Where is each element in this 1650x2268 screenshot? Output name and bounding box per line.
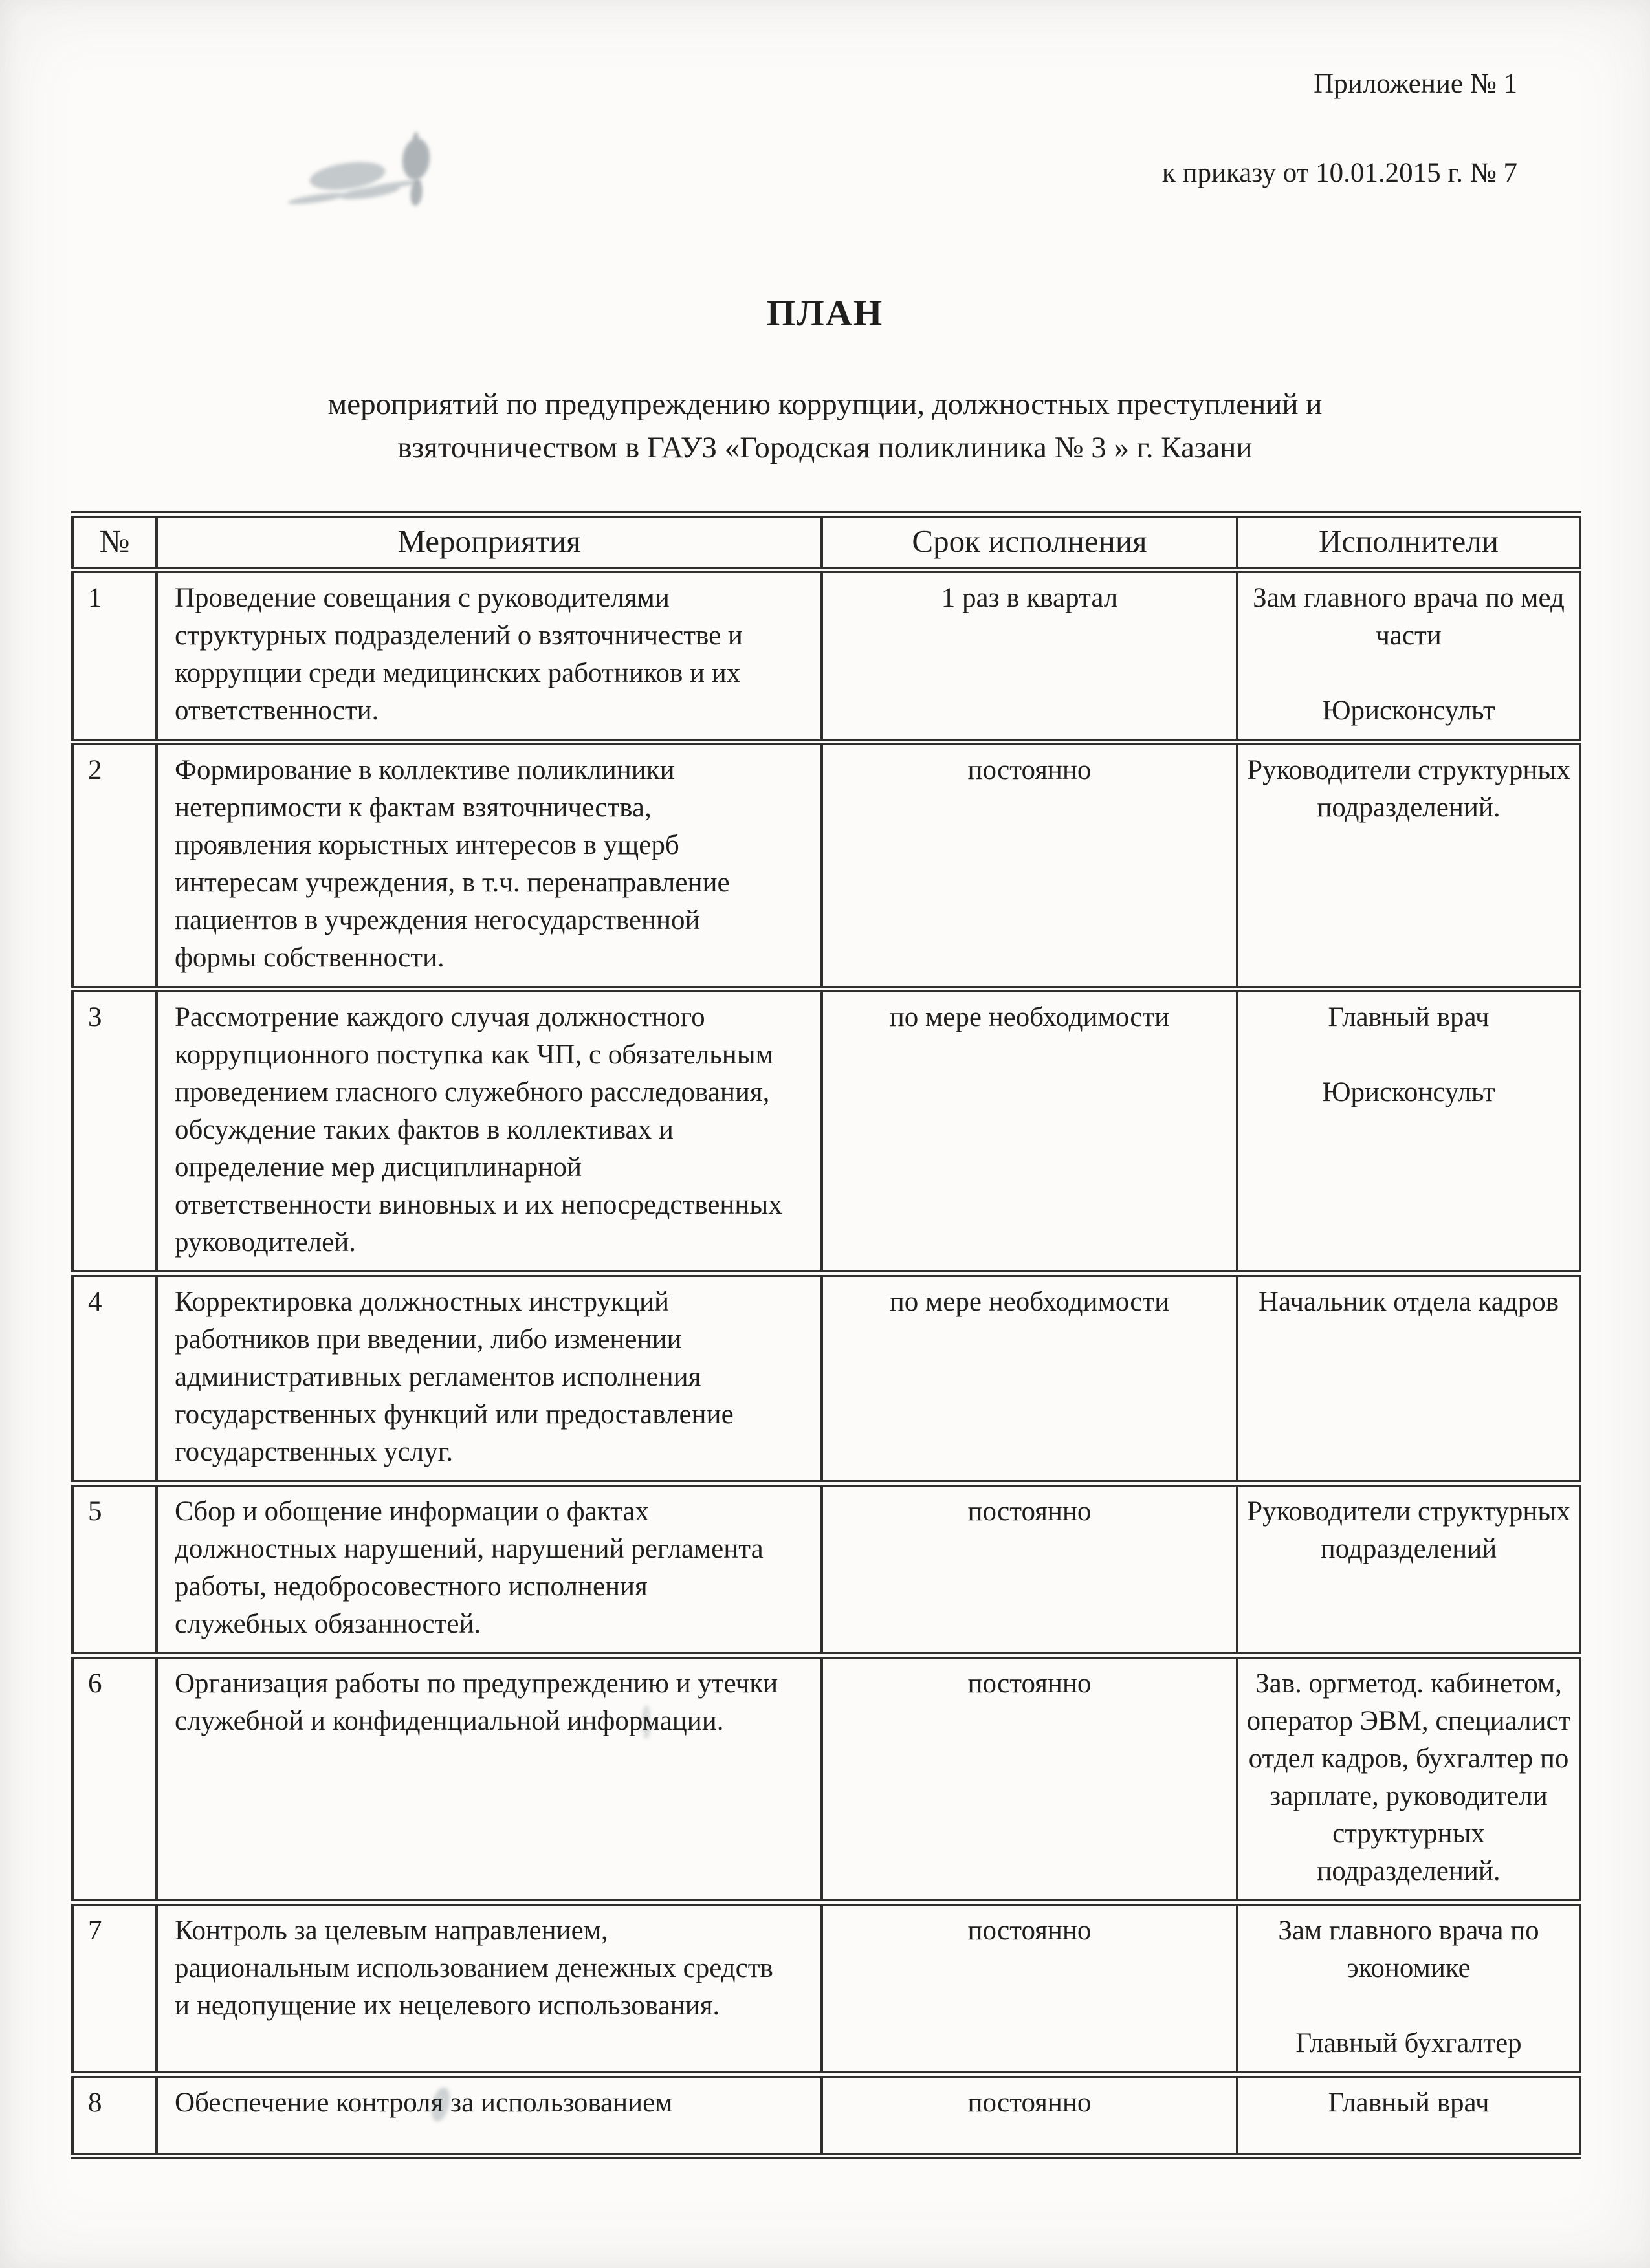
term-cell: постоянно xyxy=(822,2075,1237,2156)
executors-cell xyxy=(1237,570,1580,742)
executor-entry: Зав. оргметод. кабинетом, оператор ЭВМ, специалист отдел кадров, бухгалтер по зарплате, руководители структурных подразделений. xyxy=(1246,1668,1571,1886)
scan-smudge xyxy=(308,158,387,194)
page-subtitle xyxy=(0,383,1650,470)
table-row xyxy=(72,570,1580,742)
term-cell: постоянно xyxy=(822,742,1237,989)
term-cell: постоянно xyxy=(822,1655,1237,1903)
row-number-cell: 6 xyxy=(72,1655,157,1903)
plan-table xyxy=(71,511,1581,2159)
page-title: ПЛАН xyxy=(766,293,884,334)
executors-cell xyxy=(1237,742,1580,989)
term-cell: по мере необходимости xyxy=(822,1274,1237,1483)
row-number-cell: 8 xyxy=(72,2075,157,2156)
annotation-block xyxy=(1162,68,1517,190)
row-number-cell: 7 xyxy=(72,1903,157,2075)
header-number: № xyxy=(72,514,157,570)
activity-cell: Контроль за целевым направлением, рациональным использованием денежных средств и недопущение их нецелевого использования. xyxy=(157,1903,822,2075)
row-number-cell: 5 xyxy=(72,1483,157,1655)
annotation-appendix: Приложение № 1 xyxy=(1314,69,1517,99)
row-number-cell: 4 xyxy=(72,1274,157,1483)
header-term: Срок исполнения xyxy=(822,514,1237,570)
table-header-row xyxy=(72,514,1580,570)
activity-cell: Проведение совещания с руководителями структурных подразделений о взяточничестве и коррупции среди медицинских работников и их ответственности. xyxy=(157,570,822,742)
executor-entry: Главный бухгалтер xyxy=(1295,2028,1522,2058)
page-subtitle-line1: мероприятий по предупреждению коррупции, должностных преступлений и xyxy=(327,387,1323,421)
executor-entry: Зам главного врача по экономике xyxy=(1278,1915,1539,1983)
activity-cell: Сбор и обощение информации о фактах должностных нарушений, нарушений регламента работы, недобросовестного исполнения служебных обязанностей. xyxy=(157,1483,822,1655)
executor-entry: Зам главного врача по мед части xyxy=(1253,583,1565,651)
executor-entry: Начальник отдела кадров xyxy=(1258,1287,1559,1317)
executor-entry: Главный врач xyxy=(1328,2088,1490,2118)
table-row xyxy=(72,2075,1580,2156)
executors-cell xyxy=(1237,1903,1580,2075)
term-cell: постоянно xyxy=(822,1483,1237,1655)
row-number-cell: 3 xyxy=(72,989,157,1274)
table-row xyxy=(72,1274,1580,1483)
executors-cell xyxy=(1237,1655,1580,1903)
annotation-order-ref: к приказу от 10.01.2015 г. № 7 xyxy=(1161,158,1517,188)
executor-entry: Руководители структурных подразделений. xyxy=(1247,755,1570,823)
table-row xyxy=(72,1483,1580,1655)
row-number-cell: 1 xyxy=(72,570,157,742)
term-cell: 1 раз в квартал xyxy=(822,570,1237,742)
executor-entry: Юрисконсульт xyxy=(1322,1077,1495,1107)
scan-smudge xyxy=(401,137,432,181)
table-row xyxy=(72,742,1580,989)
activity-cell: Организация работы по предупреждению и утечки служебной и конфиденциальной информации. xyxy=(157,1655,822,1903)
executors-cell xyxy=(1237,2075,1580,2156)
term-cell: постоянно xyxy=(822,1903,1237,2075)
row-number-cell: 2 xyxy=(72,742,157,989)
header-executors: Исполнители xyxy=(1237,514,1580,570)
executor-entry: Главный врач xyxy=(1328,1002,1490,1032)
term-cell: по мере необходимости xyxy=(822,989,1237,1274)
header-activities: Мероприятия xyxy=(157,514,822,570)
executor-entry: Юрисконсульт xyxy=(1322,695,1495,726)
activity-cell: Обеспечение контроля за использованием xyxy=(157,2075,822,2156)
activity-cell: Рассмотрение каждого случая должностного коррупционного поступка как ЧП, с обязательным проведением гласного служебного расследования, обсуждение таких фактов в коллективах и определение мер дисциплинарной ответственности виновных и их непосредственных руководителей. xyxy=(157,989,822,1274)
table-row xyxy=(72,1903,1580,2075)
executors-cell xyxy=(1237,989,1580,1274)
page-subtitle-line2: взяточничеством в ГАУЗ «Городская поликлиника № 3 » г. Казани xyxy=(397,431,1253,464)
executors-cell xyxy=(1237,1274,1580,1483)
table-row xyxy=(72,1655,1580,1903)
table-row xyxy=(72,989,1580,1274)
activity-cell: Формирование в коллективе поликлиники нетерпимости к фактам взяточничества, проявления корыстных интересов в ущерб интересам учреждения, в т.ч. перенаправление пациентов в учреждения негосударственной формы собственности. xyxy=(157,742,822,989)
executors-cell xyxy=(1237,1483,1580,1655)
executor-entry: Руководители структурных подразделений xyxy=(1247,1496,1570,1564)
activity-cell: Корректировка должностных инструкций работников при введении, либо изменении административных регламентов исполнения государственных функций или предоставление государственных услуг. xyxy=(157,1274,822,1483)
